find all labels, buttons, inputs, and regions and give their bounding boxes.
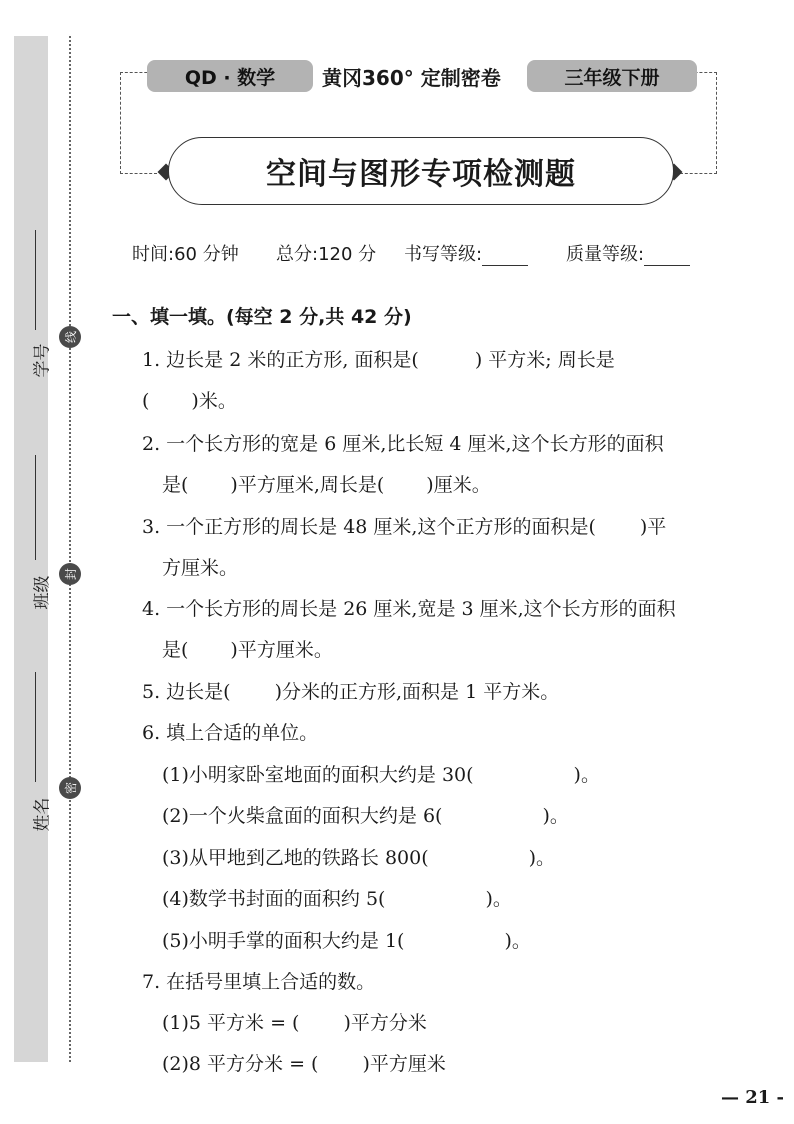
section-heading: 一、填一填。(每空 2 分,共 42 分) [112,306,412,328]
seal-line-mark: 线 [59,326,81,348]
q2-text-b: 是( [162,474,189,496]
page-title: 空间与图形专项检测题 [266,157,576,192]
q3-text-b: )平 [639,516,667,538]
q7-item-1 [162,1008,427,1035]
q1-text-b: ) 平方米; 周长是 [474,349,615,371]
q6-item-1 [162,760,600,787]
writing-grade-blank[interactable] [482,247,528,266]
q4-line1: 4. 一个长方形的周长是 26 厘米,宽是 3 厘米,这个长方形的面积 [142,598,676,620]
q2-text-d: )厘米。 [426,474,491,496]
q6-item-4-close: )。 [485,888,512,910]
brand-name: 黄冈360° 定制密卷 [322,66,501,90]
name-label: 姓名 [32,797,53,832]
q6-item-2-text: (2)一个火柴盒面的面积大约是 6( [162,805,443,827]
q3-text-a: 3. 一个正方形的周长是 48 厘米,这个正方形的面积是( [142,516,596,538]
grade-pill: 三年级下册 [527,60,697,92]
q6-item-2-close: )。 [542,805,569,827]
quality-grade-blank[interactable] [644,247,690,266]
subject-pill: QD · 数学 [147,60,313,92]
q4-text-c: )平方厘米。 [230,639,333,661]
cut-line [69,36,71,1062]
q1-text-a: 1. 边长是 2 米的正方形, 面积是( [142,349,419,371]
time-info: 时间:60 分钟 [132,244,239,265]
q6-item-4-text: (4)数学书封面的面积约 5( [162,888,386,910]
title-banner [168,137,674,205]
q7-item-2-text: (2)8 平方分米 = ( [162,1053,319,1075]
q6-item-3-text: (3)从甲地到乙地的铁路长 800( [162,847,429,869]
writing-grade-label: 书写等级: [404,244,483,265]
writing-grade [404,240,528,266]
name-field[interactable] [16,672,53,842]
q5-text-a: 5. 边长是( [142,681,231,703]
student-id-field[interactable] [16,230,53,390]
q2-text-c: )平方厘米,周长是( [230,474,385,496]
q1-line1 [142,345,615,372]
q6-item-5 [162,926,531,953]
q4-line2 [162,635,333,662]
seal-secret-mark: 密 [59,777,81,799]
q7-stem: 7. 在括号里填上合适的数。 [142,971,376,993]
q2-line1: 2. 一个长方形的宽是 6 厘米,比长短 4 厘米,这个长方形的面积 [142,433,664,455]
q5-line [142,677,559,704]
q6-item-4 [162,884,512,911]
class-line [35,455,36,560]
class-field[interactable] [16,455,53,615]
q7-item-2 [162,1049,446,1076]
q6-item-5-close: )。 [504,930,531,952]
q3-line2: 方厘米。 [162,557,239,579]
q6-item-2 [162,801,569,828]
name-line [35,672,36,782]
seal-seal-mark: 封 [59,563,81,585]
q2-line2 [162,470,491,497]
class-label: 班级 [32,575,53,610]
q7-item-1-unit: )平方分米 [343,1012,427,1034]
q3-line1 [142,512,666,539]
student-id-label: 学号 [32,343,53,378]
q5-text-b: )分米的正方形,面积是 1 平方米。 [274,681,560,703]
student-id-line [35,230,36,330]
q6-item-5-text: (5)小明手掌的面积大约是 1( [162,930,405,952]
q1-line2 [142,386,237,413]
quality-grade [566,240,690,266]
q1-text-d: )米。 [191,390,237,412]
q6-item-1-text: (1)小明家卧室地面的面积大约是 30( [162,764,474,786]
q7-item-1-text: (1)5 平方米 = ( [162,1012,300,1034]
q4-text-b: 是( [162,639,189,661]
page-number: — 21 - [720,1087,784,1108]
q1-text-c: ( [142,390,150,412]
q6-item-3 [162,843,555,870]
q6-item-1-close: )。 [573,764,600,786]
quality-grade-label: 质量等级: [566,244,645,265]
q7-item-2-unit: )平方厘米 [362,1053,446,1075]
total-score: 总分:120 分 [276,244,377,265]
q6-item-3-close: )。 [528,847,556,869]
q6-stem: 6. 填上合适的单位。 [142,722,319,744]
